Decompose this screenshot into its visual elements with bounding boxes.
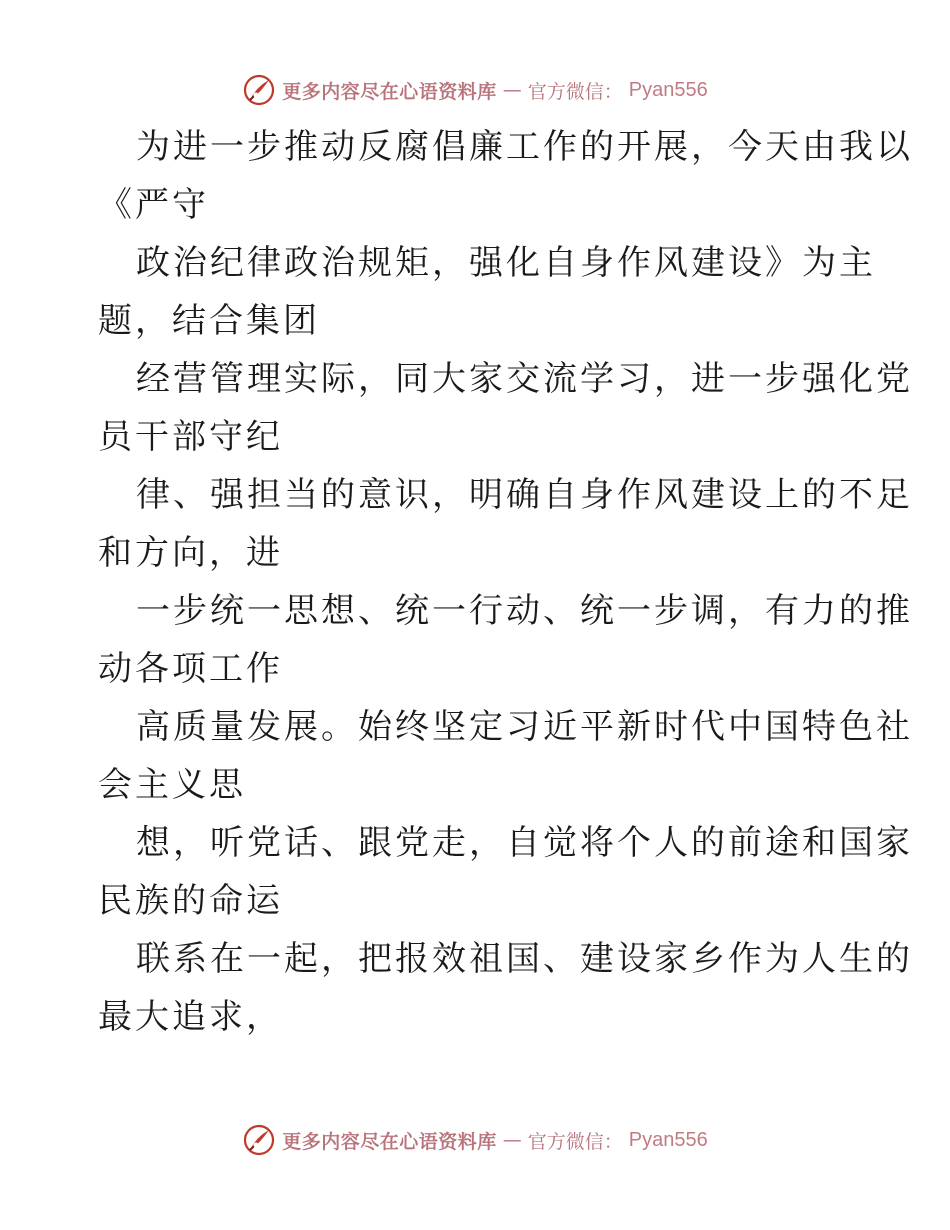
body-line: 和方向，进: [98, 533, 283, 573]
body-line: 高质量发展。始终坚定习近平新时代中国特色社: [136, 707, 913, 747]
body-line: 为进一步推动反腐倡廉工作的开展，今天由我以: [136, 127, 913, 167]
body-line: 一步统一思想、统一行动、统一步调，有力的推: [136, 591, 913, 631]
footer-wechat-id: Pyan556: [628, 1128, 708, 1151]
footer-banner-text: 更多内容尽在心语资料库: [282, 1130, 497, 1153]
body-line: 律、强担当的意识，明确自身作风建设上的不足: [136, 475, 913, 515]
body-line: 民族的命运: [98, 881, 283, 921]
footer-wechat-label: 官方微信：: [527, 1130, 623, 1153]
header-banner-text: 更多内容尽在心语资料库: [282, 80, 497, 103]
body-line: 政治纪律政治规矩，强化自身作风建设》为主: [136, 243, 876, 283]
body-line: 题，结合集团: [98, 301, 320, 341]
quill-pen-logo-icon: [242, 1123, 276, 1157]
quill-pen-logo-icon: [242, 73, 276, 107]
body-line: 员干部守纪: [98, 417, 283, 457]
header-banner-inner: [242, 73, 708, 107]
body-line: 动各项工作: [98, 649, 283, 689]
body-line: 会主义思: [98, 765, 246, 805]
header-wechat-label: 官方微信：: [527, 80, 623, 103]
header-banner: [0, 70, 950, 110]
footer-banner-inner: [242, 1123, 708, 1157]
body-line: 想，听党话、跟党走，自觉将个人的前途和国家: [136, 823, 913, 863]
footer-banner: [0, 1120, 950, 1160]
header-wechat-id: Pyan556: [628, 78, 708, 101]
body-line: 《严守: [98, 185, 209, 225]
footer-banner-separator: —: [502, 1129, 522, 1151]
document-body: [98, 118, 913, 1046]
body-line: 经营管理实际，同大家交流学习，进一步强化党: [136, 359, 913, 399]
header-banner-separator: —: [502, 79, 522, 101]
body-line: 联系在一起，把报效祖国、建设家乡作为人生的: [136, 939, 913, 979]
body-line: 最大追求，: [98, 997, 283, 1037]
